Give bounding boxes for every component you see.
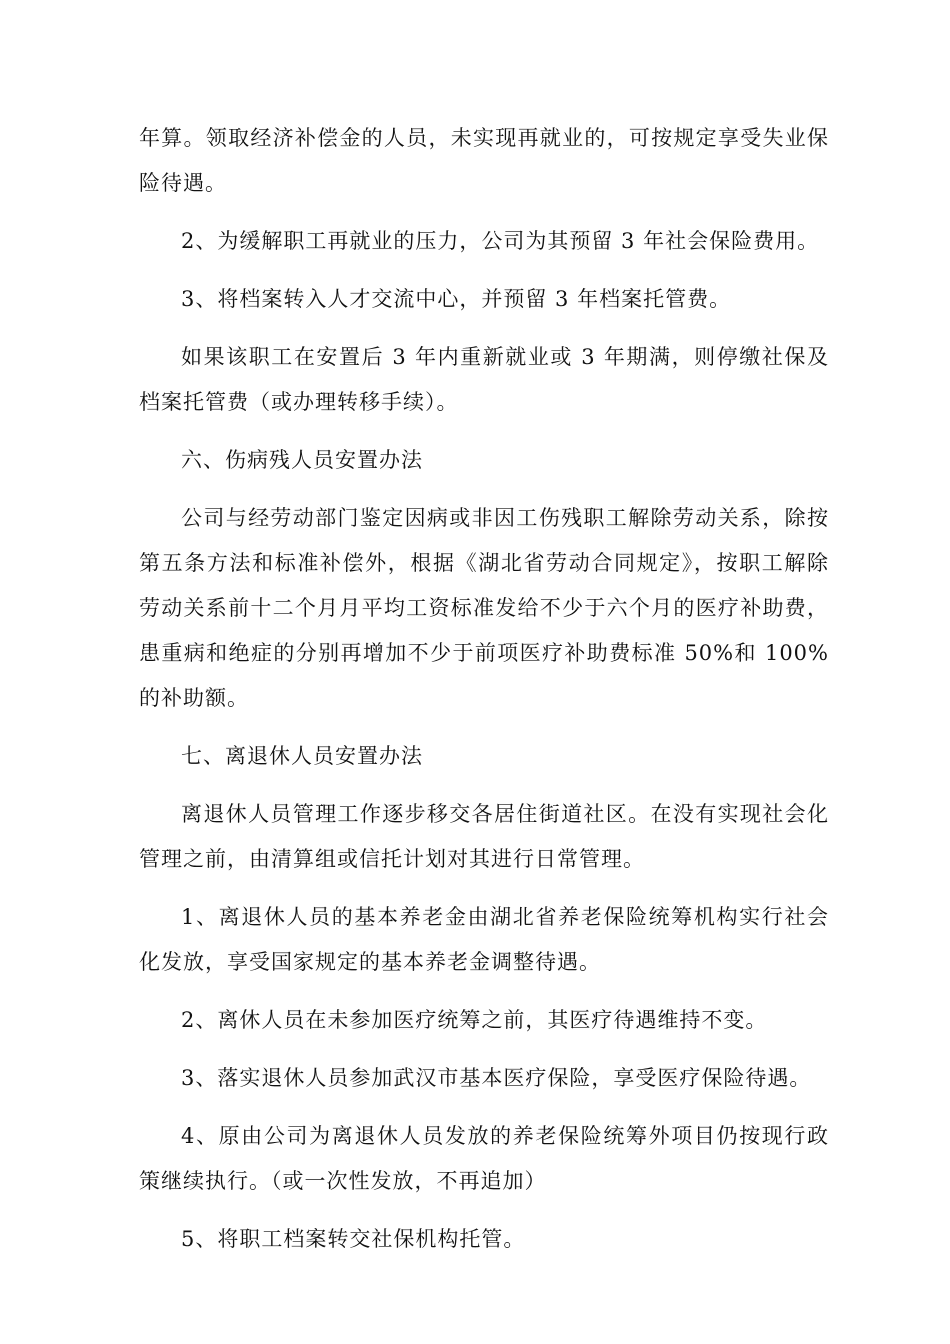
paragraph-disability-compensation: 公司与经劳动部门鉴定因病或非因工伤残职工解除劳动关系，除按第五条方法和标准补偿外，根据《湖北省劳动合同规定》，按职工解除劳动关系前十二个月月平均工资标准发给不少于六个月的医疗补助费，患重病和绝症的分别再增加不少于前项医疗补助费标准 50%和 100%的补助额。 [139, 506, 829, 710]
paragraph-retiree-management: 离退休人员管理工作逐步移交各居住街道社区。在没有实现社会化管理之前，由清算组或信托计划对其进行日常管理。 [139, 802, 829, 871]
section-heading-7: 七、离退休人员安置办法 [181, 744, 423, 768]
paragraph-retiree-item-5: 5、将职工档案转交社保机构托管。 [181, 1227, 526, 1251]
section-heading-6: 六、伤病残人员安置办法 [181, 448, 423, 472]
paragraph-retiree-item-1: 1、离退休人员的基本养老金由湖北省养老保险统筹机构实行社会化发放，享受国家规定的基本养老金调整待遇。 [139, 905, 829, 974]
paragraph-item-2-social-insurance: 2、为缓解职工再就业的压力，公司为其预留 3 年社会保险费用。 [181, 229, 820, 253]
paragraph-retiree-item-3: 3、落实退休人员参加武汉市基本医疗保险，享受医疗保险待遇。 [181, 1066, 812, 1090]
paragraph-reemployment-note: 如果该职工在安置后 3 年内重新就业或 3 年期满，则停缴社保及档案托管费（或办理转移手续）。 [139, 345, 829, 414]
paragraph-continuation: 年算。领取经济补偿金的人员，未实现再就业的，可按规定享受失业保险待遇。 [139, 126, 829, 195]
document-body [139, 116, 829, 1275]
paragraph-item-3-archive-transfer: 3、将档案转入人才交流中心，并预留 3 年档案托管费。 [181, 287, 732, 311]
paragraph-retiree-item-4: 4、原由公司为离退休人员发放的养老保险统筹外项目仍按现行政策继续执行。（或一次性发放，不再追加） [139, 1124, 829, 1193]
paragraph-retiree-item-2: 2、离休人员在未参加医疗统筹之前，其医疗待遇维持不变。 [181, 1008, 768, 1032]
